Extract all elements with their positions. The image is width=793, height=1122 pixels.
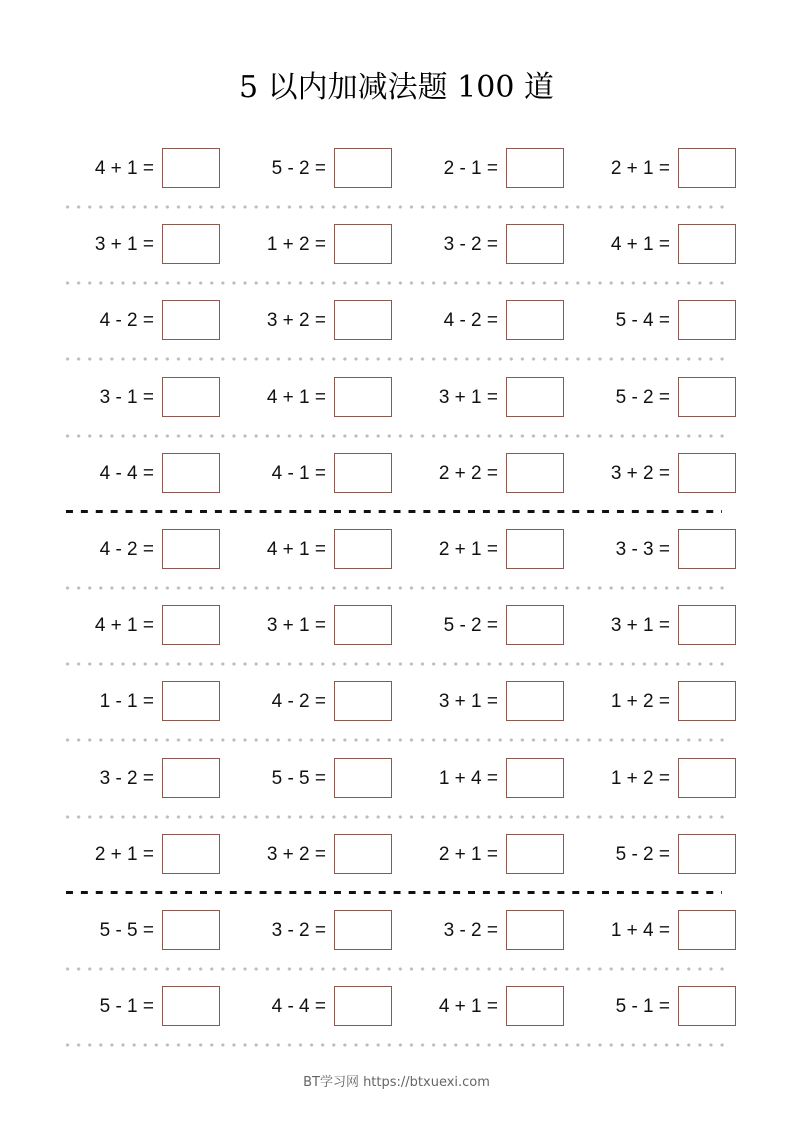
problem bbox=[50, 833, 220, 877]
problem-row bbox=[0, 680, 793, 724]
problem bbox=[50, 985, 220, 1029]
answer-box[interactable] bbox=[678, 681, 736, 721]
equation-text: 2 + 2 = bbox=[438, 462, 498, 484]
problem bbox=[566, 147, 736, 191]
dotted-row-divider bbox=[62, 357, 728, 361]
equation-text: 2 + 1 = bbox=[94, 843, 154, 865]
equation-text: 3 + 2 = bbox=[266, 843, 326, 865]
answer-box[interactable] bbox=[678, 834, 736, 874]
problem bbox=[222, 147, 392, 191]
equation-text: 4 + 1 = bbox=[266, 386, 326, 408]
equation-text: 3 - 2 = bbox=[443, 920, 498, 941]
problem-row bbox=[0, 757, 793, 801]
problem bbox=[566, 757, 736, 801]
answer-box[interactable] bbox=[506, 377, 564, 417]
problem-row bbox=[0, 376, 793, 420]
problem-row bbox=[0, 452, 793, 496]
problem-row bbox=[0, 528, 793, 572]
answer-box[interactable] bbox=[334, 758, 392, 798]
answer-box[interactable] bbox=[678, 910, 736, 950]
answer-box[interactable] bbox=[162, 377, 220, 417]
answer-box[interactable] bbox=[162, 605, 220, 645]
answer-box[interactable] bbox=[162, 986, 220, 1026]
answer-box[interactable] bbox=[334, 986, 392, 1026]
problem bbox=[566, 223, 736, 267]
equation-text: 3 - 1 = bbox=[99, 386, 154, 408]
problem bbox=[394, 299, 564, 343]
equation-text: 4 - 4 = bbox=[99, 462, 154, 484]
answer-box[interactable] bbox=[678, 148, 736, 188]
dotted-row-divider bbox=[62, 1043, 728, 1047]
answer-box[interactable] bbox=[334, 453, 392, 493]
answer-box[interactable] bbox=[162, 758, 220, 798]
problem bbox=[394, 452, 564, 496]
problem bbox=[50, 147, 220, 191]
problem bbox=[222, 528, 392, 572]
problem bbox=[566, 299, 736, 343]
problem bbox=[222, 909, 392, 953]
equation-text: 4 - 2 = bbox=[271, 691, 326, 713]
answer-box[interactable] bbox=[162, 148, 220, 188]
answer-box[interactable] bbox=[334, 300, 392, 340]
problem bbox=[566, 833, 736, 877]
equation-text: 4 - 2 = bbox=[443, 310, 498, 332]
problem bbox=[222, 376, 392, 420]
equation-text: 3 + 2 = bbox=[610, 462, 670, 484]
equation-text: 5 - 2 = bbox=[615, 386, 670, 408]
problem bbox=[50, 299, 220, 343]
problem bbox=[222, 452, 392, 496]
equation-text: 5 - 2 = bbox=[615, 843, 670, 865]
equation-text: 1 + 4 = bbox=[438, 767, 498, 789]
problem bbox=[394, 147, 564, 191]
dotted-row-divider bbox=[62, 205, 728, 209]
answer-box[interactable] bbox=[678, 224, 736, 264]
equation-text: 1 - 1 = bbox=[99, 691, 154, 713]
equation-text: 5 - 2 = bbox=[443, 615, 498, 637]
answer-box[interactable] bbox=[506, 148, 564, 188]
problem bbox=[50, 223, 220, 267]
problem bbox=[566, 680, 736, 724]
equation-text: 3 - 2 = bbox=[271, 920, 326, 941]
answer-box[interactable] bbox=[678, 758, 736, 798]
answer-box[interactable] bbox=[334, 910, 392, 950]
answer-box[interactable] bbox=[506, 910, 564, 950]
problem bbox=[50, 680, 220, 724]
problem-row bbox=[0, 985, 793, 1029]
answer-box[interactable] bbox=[678, 377, 736, 417]
dashed-section-divider bbox=[66, 891, 722, 894]
problem bbox=[566, 985, 736, 1029]
problem bbox=[50, 528, 220, 572]
problem-row bbox=[0, 223, 793, 267]
problem bbox=[566, 604, 736, 648]
answer-box[interactable] bbox=[334, 148, 392, 188]
equation-text: 5 - 5 = bbox=[99, 920, 154, 941]
dotted-row-divider bbox=[62, 967, 728, 971]
problem bbox=[222, 223, 392, 267]
dotted-row-divider bbox=[62, 738, 728, 742]
problem-row bbox=[0, 147, 793, 191]
equation-text: 1 + 4 = bbox=[610, 920, 670, 941]
equation-text: 5 - 5 = bbox=[271, 767, 326, 789]
dotted-row-divider bbox=[62, 586, 728, 590]
equation-text: 3 - 3 = bbox=[615, 539, 670, 560]
equation-text: 3 + 1 = bbox=[610, 615, 670, 637]
equation-text: 4 + 1 = bbox=[94, 158, 154, 179]
equation-text: 5 - 1 = bbox=[99, 996, 154, 1018]
problem bbox=[566, 528, 736, 572]
answer-box[interactable] bbox=[506, 224, 564, 264]
problem bbox=[566, 909, 736, 953]
equation-text: 5 - 2 = bbox=[271, 158, 326, 179]
problem bbox=[222, 604, 392, 648]
problem bbox=[394, 757, 564, 801]
problem bbox=[566, 376, 736, 420]
dotted-row-divider bbox=[62, 434, 728, 438]
answer-box[interactable] bbox=[334, 224, 392, 264]
problem-row bbox=[0, 299, 793, 343]
answer-box[interactable] bbox=[506, 605, 564, 645]
problem bbox=[394, 680, 564, 724]
answer-box[interactable] bbox=[162, 529, 220, 569]
problem bbox=[222, 985, 392, 1029]
problem bbox=[566, 452, 736, 496]
answer-box[interactable] bbox=[506, 681, 564, 721]
dashed-section-divider bbox=[66, 510, 722, 513]
problem bbox=[394, 909, 564, 953]
problem bbox=[50, 376, 220, 420]
answer-box[interactable] bbox=[678, 300, 736, 340]
answer-box[interactable] bbox=[334, 377, 392, 417]
equation-text: 4 - 4 = bbox=[271, 996, 326, 1018]
problem bbox=[222, 299, 392, 343]
problem bbox=[394, 985, 564, 1029]
equation-text: 3 - 2 = bbox=[99, 767, 154, 789]
equation-text: 3 + 2 = bbox=[266, 310, 326, 332]
equation-text: 3 - 2 = bbox=[443, 234, 498, 256]
answer-box[interactable] bbox=[334, 529, 392, 569]
equation-text: 1 + 2 = bbox=[610, 691, 670, 713]
equation-text: 2 + 1 = bbox=[438, 539, 498, 560]
answer-box[interactable] bbox=[678, 453, 736, 493]
answer-box[interactable] bbox=[162, 834, 220, 874]
problem bbox=[50, 452, 220, 496]
equation-text: 5 - 1 = bbox=[615, 996, 670, 1018]
equation-text: 4 - 2 = bbox=[99, 539, 154, 560]
equation-text: 2 + 1 = bbox=[610, 158, 670, 179]
equation-text: 1 + 2 = bbox=[610, 767, 670, 789]
answer-box[interactable] bbox=[162, 453, 220, 493]
problem bbox=[394, 833, 564, 877]
equation-text: 4 - 2 = bbox=[99, 310, 154, 332]
answer-box[interactable] bbox=[506, 453, 564, 493]
answer-box[interactable] bbox=[506, 834, 564, 874]
problem bbox=[394, 223, 564, 267]
page-title: 5 以内加减法题 100 道 bbox=[239, 70, 554, 105]
answer-box[interactable] bbox=[506, 758, 564, 798]
answer-box[interactable] bbox=[162, 224, 220, 264]
equation-text: 4 - 1 = bbox=[271, 462, 326, 484]
dotted-row-divider bbox=[62, 815, 728, 819]
equation-text: 3 + 1 = bbox=[94, 234, 154, 256]
equation-text: 4 + 1 = bbox=[94, 615, 154, 637]
problem-row bbox=[0, 909, 793, 953]
footer-watermark: BT学习网 https://btxuexi.com bbox=[303, 1075, 490, 1090]
answer-box[interactable] bbox=[506, 529, 564, 569]
problem-row bbox=[0, 604, 793, 648]
problem bbox=[50, 909, 220, 953]
problem bbox=[394, 528, 564, 572]
dotted-row-divider bbox=[62, 662, 728, 666]
answer-box[interactable] bbox=[678, 529, 736, 569]
equation-text: 4 + 1 = bbox=[610, 234, 670, 256]
answer-box[interactable] bbox=[506, 300, 564, 340]
equation-text: 3 + 1 = bbox=[438, 691, 498, 713]
problem bbox=[222, 833, 392, 877]
answer-box[interactable] bbox=[162, 681, 220, 721]
equation-text: 1 + 2 = bbox=[266, 234, 326, 256]
problem bbox=[222, 680, 392, 724]
problem bbox=[394, 376, 564, 420]
answer-box[interactable] bbox=[678, 986, 736, 1026]
answer-box[interactable] bbox=[162, 910, 220, 950]
answer-box[interactable] bbox=[506, 986, 564, 1026]
problem-row bbox=[0, 833, 793, 877]
problem bbox=[50, 604, 220, 648]
equation-text: 4 + 1 = bbox=[438, 996, 498, 1018]
equation-text: 2 - 1 = bbox=[443, 158, 498, 179]
equation-text: 4 + 1 = bbox=[266, 539, 326, 560]
equation-text: 2 + 1 = bbox=[438, 843, 498, 865]
equation-text: 3 + 1 = bbox=[266, 615, 326, 637]
answer-box[interactable] bbox=[334, 834, 392, 874]
answer-box[interactable] bbox=[334, 605, 392, 645]
equation-text: 5 - 4 = bbox=[615, 310, 670, 332]
problem bbox=[50, 757, 220, 801]
equation-text: 3 + 1 = bbox=[438, 386, 498, 408]
answer-box[interactable] bbox=[678, 605, 736, 645]
problem bbox=[394, 604, 564, 648]
answer-box[interactable] bbox=[334, 681, 392, 721]
problem bbox=[222, 757, 392, 801]
answer-box[interactable] bbox=[162, 300, 220, 340]
dotted-row-divider bbox=[62, 281, 728, 285]
